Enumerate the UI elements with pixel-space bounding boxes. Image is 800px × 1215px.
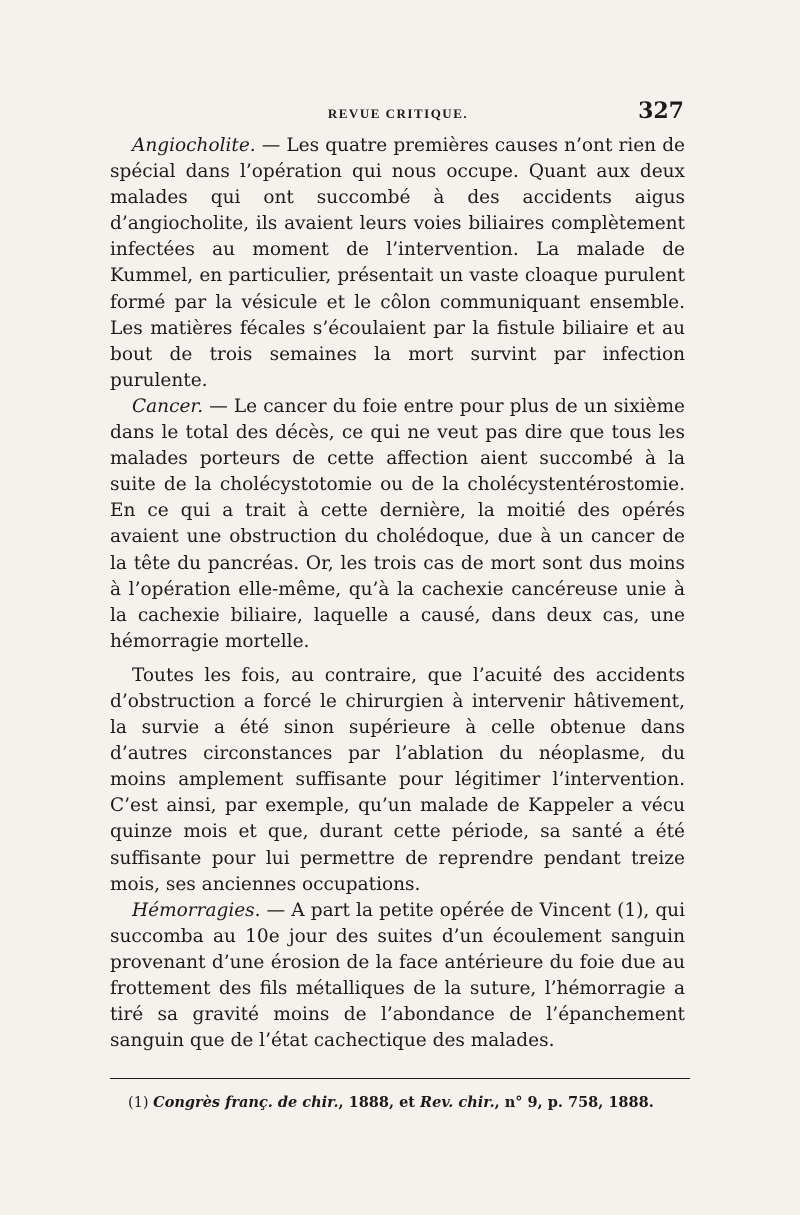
footnote-marker: (1) <box>128 1095 154 1111</box>
footnote-rule <box>110 1078 690 1079</box>
paragraph-lead: Angiocholite. <box>132 135 256 156</box>
footnote-journal-1: Congrès franç. de chir. <box>153 1094 339 1111</box>
body-text <box>110 133 685 1054</box>
page-number: 327 <box>638 98 684 124</box>
page-header <box>112 98 684 128</box>
paragraph-hemorragies <box>110 898 685 1055</box>
footnote-journal-2: Rev. chir. <box>420 1094 495 1111</box>
paragraph-text: — A part la petite opérée de Vincent (1), qui succomba au 10e jour des suites d’un écoulement sanguin provenant d’une érosion de la face antérieure du foie due au frottement des fils métalliques de la suture, l’hémorragie a tiré sa gravité moins de l’abondance de l’épanchement sanguin que de l’état cachectique des malades. <box>110 899 685 1052</box>
footnote-text-2: , 1888, et <box>338 1094 421 1111</box>
paragraph-angiocholite <box>110 133 685 394</box>
paragraph-text: — Les quatre premières causes n’ont rien de spécial dans l’opération qui nous occupe. Quant aux deux malades qui ont succombé à des accidents aigus d’angiocholite, ils avaient leurs voies biliaires complètement infectées au moment de l’intervention. La malade de Kummel, en particulier, présentait un vaste cloaque purulent formé par la vésicule et le côlon communiquant ensemble. Les matières fécales s’écoulaient par la fistule biliaire et au bout de trois semaines la mort survint par infection purulente. <box>110 135 685 391</box>
paragraph-lead: Hémorragies. <box>132 899 261 921</box>
paragraph-text: — Le cancer du foie entre pour plus de un sixième dans le total des décès, ce qui ne veut pas dire que tous les malades porteurs de cette affection aient succombé à la suite de la cholécystotomie ou de la cholécystentérostomie. En ce qui a trait à cette dernière, la moitié des opérés avaient une obstruction du cholédoque, due à un cancer de la tête du pancréas. Or, les trois cas de mort sont dus moins à l’opération elle-même, qu’à la cachexie cancéreuse unie à la cachexie biliaire, laquelle a causé, dans deux cas, une hémorragie mortelle. <box>110 395 685 652</box>
paragraph-text: Toutes les fois, au contraire, que l’acuité des accidents d’obstruction a forcé le chirurgien à intervenir hâtivement, la survie a été sinon supérieure à celle obtenue dans d’autres circonstances par l’ablation du néoplasme, du moins amplement suffisante pour légitimer l’intervention. C’est ainsi, par exemple, qu’un malade de Kappeler a vécu quinze mois et que, durant cette période, sa santé a été suffisante pour lui permettre de reprendre pendant treize mois, ses anciennes occupations. <box>110 664 685 895</box>
paragraph-cancer <box>110 394 685 655</box>
running-title: REVUE CRITIQUE. <box>327 106 469 121</box>
paragraph-toutes-les-fois <box>110 663 685 898</box>
footnote-text-3: , n° 9, p. 758, 1888. <box>494 1094 654 1111</box>
paragraph-lead: Cancer. <box>132 395 204 417</box>
footnote <box>128 1094 693 1111</box>
